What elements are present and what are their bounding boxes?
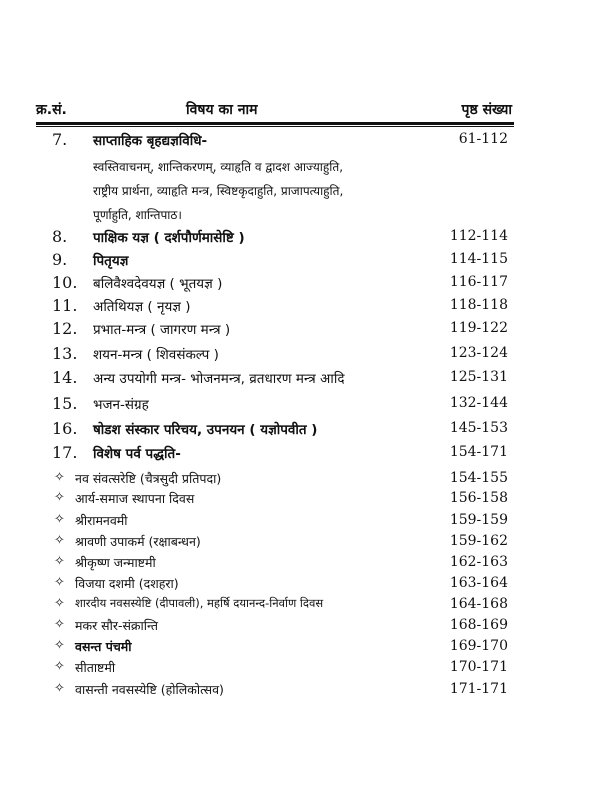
entry-title: अन्य उपयोगी मन्त्र- भोजनमन्त्र, व्रतधारण मन्त्र आदि	[93, 371, 345, 387]
entry-title: साप्ताहिक बृहद्यज्ञविधि-	[93, 133, 208, 149]
entry-page-range: 61-112	[458, 131, 508, 147]
entry-number: 9.	[52, 250, 68, 269]
toc-entry	[0, 443, 600, 467]
festival-title: आर्य-समाज स्थापना दिवस	[75, 491, 195, 506]
entry-page-range: 132-144	[449, 395, 508, 411]
festival-page-range: 163-164	[449, 575, 508, 591]
entry-title: पितृयज्ञ	[93, 253, 129, 269]
diamond-bullet-icon: ✧	[54, 659, 65, 674]
toc-entry	[0, 344, 600, 368]
entry-title: शयन-मन्त्र ( शिवसंकल्प )	[93, 347, 219, 363]
entry-number: 15.	[52, 394, 78, 413]
festival-title: नव संवत्सरेष्टि (चैत्रसुदी प्रतिपदा)	[75, 471, 222, 486]
festival-title: वसन्त पंचमी	[75, 639, 132, 654]
entry-subtopics-line: पूर्णाहुति, शान्तिपाठ।	[93, 208, 182, 222]
festival-title: श्रावणी उपाकर्म (रक्षाबन्धन)	[75, 534, 201, 549]
diamond-bullet-icon: ✧	[54, 490, 65, 505]
entry-number: 7.	[52, 130, 68, 149]
festival-entry	[0, 681, 600, 705]
entry-number: 11.	[52, 296, 78, 315]
diamond-bullet-icon: ✧	[54, 554, 65, 569]
entry-number: 13.	[52, 344, 78, 363]
entry-title: अतिथियज्ञ ( नृयज्ञ )	[93, 299, 191, 315]
festival-page-range: 156-158	[449, 490, 508, 506]
diamond-bullet-icon: ✧	[54, 596, 65, 611]
diamond-bullet-icon: ✧	[54, 575, 65, 590]
entry-title: विशेष पर्व पद्धति-	[93, 446, 181, 462]
toc-entry	[0, 128, 600, 152]
festival-page-range: 164-168	[449, 596, 508, 612]
toc-entry	[0, 227, 600, 251]
festival-title: मकर सौर-संक्रान्ति	[75, 618, 158, 633]
toc-entry	[0, 296, 600, 320]
header-page-number: पृष्ठ संख्या	[461, 102, 512, 118]
festival-page-range: 154-155	[449, 470, 508, 486]
festival-entry	[0, 490, 600, 514]
toc-entry	[0, 368, 600, 392]
festival-page-range: 159-162	[449, 533, 508, 549]
festival-page-range: 170-171	[449, 659, 508, 675]
entry-title: भजन-संग्रह	[93, 397, 149, 413]
diamond-bullet-icon: ✧	[54, 470, 65, 485]
entry-title: पाक्षिक यज्ञ ( दर्शपौर्णमासेष्टि )	[93, 230, 245, 246]
festival-entry	[0, 659, 600, 683]
entry-page-range: 154-171	[449, 444, 508, 460]
toc-entry	[0, 319, 600, 343]
entry-subtopics-line: स्वस्तिवाचनम्, शान्तिकरणम्, व्याहृति व द्वादश आज्याहुति,	[93, 160, 344, 174]
festival-page-range: 169-170	[449, 638, 508, 654]
diamond-bullet-icon: ✧	[54, 617, 65, 632]
entry-page-range: 145-153	[449, 420, 508, 436]
festival-title: शारदीय नवसस्येष्टि (दीपावली), महर्षि दयानन्द-निर्वाण दिवस	[75, 596, 324, 610]
entry-number: 10.	[52, 273, 78, 292]
festival-page-range: 171-171	[449, 681, 508, 697]
diamond-bullet-icon: ✧	[54, 512, 65, 527]
festival-title: वासन्ती नवसस्येष्टि (होलिकोत्सव)	[75, 682, 224, 697]
entry-page-range: 125-131	[449, 369, 508, 385]
entry-page-range: 112-114	[449, 228, 508, 244]
toc-entry	[0, 250, 600, 274]
festival-page-range: 162-163	[449, 554, 508, 570]
entry-number: 14.	[52, 368, 78, 387]
festival-page-range: 168-169	[449, 617, 508, 633]
header-divider-thin	[36, 126, 514, 127]
entry-page-range: 116-117	[449, 274, 508, 290]
toc-entry	[0, 394, 600, 418]
entry-title: षोडश संस्कार परिचय, उपनयन ( यज्ञोपवीत )	[93, 422, 318, 438]
diamond-bullet-icon: ✧	[54, 681, 65, 696]
header-divider	[36, 122, 514, 125]
entry-page-range: 114-115	[449, 251, 508, 267]
entry-page-range: 123-124	[449, 345, 508, 361]
entry-page-range: 119-122	[449, 320, 508, 336]
entry-page-range: 118-118	[449, 297, 508, 313]
header-serial-number: क्र.सं.	[36, 102, 67, 118]
festival-page-range: 159-159	[449, 512, 508, 528]
entry-title: प्रभात-मन्त्र ( जागरण मन्त्र )	[93, 322, 231, 338]
festival-title: श्रीकृष्ण जन्माष्टमी	[75, 555, 156, 570]
diamond-bullet-icon: ✧	[54, 638, 65, 653]
entry-subtopics-line: राष्ट्रीय प्रार्थना, व्याहृति मन्त्र, स्विष्टकृदाहुति, प्राजापत्याहुति,	[93, 184, 344, 198]
festival-title: विजया दशमी (दशहरा)	[75, 576, 179, 591]
entry-number: 17.	[52, 443, 78, 462]
entry-title: बलिवैश्वदेवयज्ञ ( भूतयज्ञ )	[93, 276, 223, 292]
festival-title: श्रीरामनवमी	[75, 513, 128, 528]
entry-number: 8.	[52, 227, 68, 246]
toc-entry	[0, 273, 600, 297]
toc-entry	[0, 419, 600, 443]
entry-number: 12.	[52, 319, 78, 338]
entry-number: 16.	[52, 419, 78, 438]
diamond-bullet-icon: ✧	[54, 533, 65, 548]
festival-title: सीताष्टमी	[75, 660, 116, 675]
toc-header	[36, 96, 514, 120]
header-subject-name: विषय का नाम	[186, 102, 258, 118]
